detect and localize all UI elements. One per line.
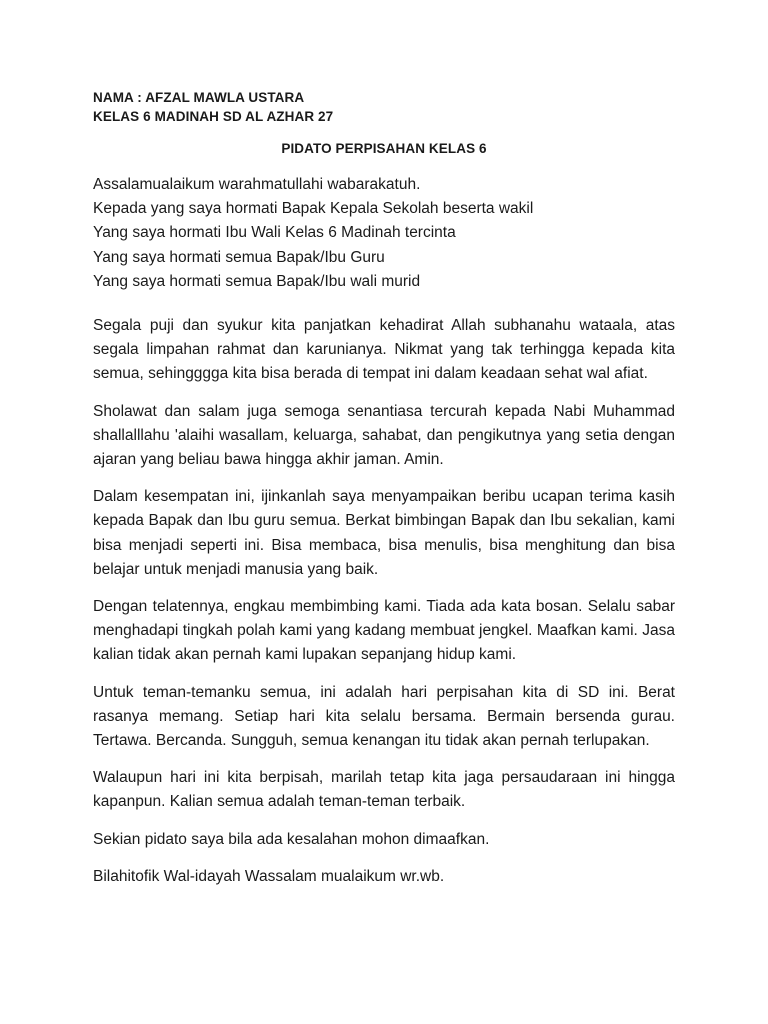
speech-title: PIDATO PERPISAHAN KELAS 6: [281, 141, 487, 156]
paragraph-thanks-teachers: Dalam kesempatan ini, ijinkanlah saya menyampaikan beribu ucapan terima kasih kepada Bapak dan Ibu guru semua. Berkat bimbingan Bapak dan Ibu sekalian, kami bisa menjadi seperti ini. Bisa membaca, bisa menulis, bisa menghitung dan bisa belajar untuk menjadi manusia yang baik.: [93, 488, 675, 578]
student-header: [93, 88, 333, 126]
greeting-line: Assalamualaikum warahmatullahi wabarakatuh.: [93, 176, 421, 193]
student-class: KELAS 6 MADINAH SD AL AZHAR 27: [93, 109, 334, 124]
paragraph-sholawat: Sholawat dan salam juga semoga senantiasa tercurah kepada Nabi Muhammad shallalllahu 'alaihi wasallam, keluarga, sahabat, dan pengikutnya yang setia dengan ajaran yang beliau bawa hingga akhir jaman. Amin.: [93, 402, 675, 469]
greeting-line: Yang saya hormati semua Bapak/Ibu Guru: [93, 248, 385, 266]
paragraph-opening-praise: Segala puji dan syukur kita panjatkan kehadirat Allah subhanahu wataala, atas segala limpahan rahmat dan karunianya. Nikmat yang tak terhingga kepada kita semua, sehingggga kita bisa berada di tempat ini dalam keadaan sehat wal afiat.: [93, 317, 675, 383]
paragraph-friends: Untuk teman-temanku semua, ini adalah hari perpisahan kita di SD ini. Berat rasanya memang. Setiap hari kita selalu bersama. Bermain bersenda gurau. Tertawa. Bercanda. Sungguh, semua kenangan itu tidak akan pernah terlupakan.: [93, 683, 675, 750]
speech-body: [93, 314, 675, 902]
paragraph-salam: Bilahitofik Wal-idayah Wassalam mualaikum wr.wb.: [93, 867, 445, 885]
greeting-line: Yang saya hormati semua Bapak/Ibu wali murid: [93, 272, 421, 290]
greetings-block: [93, 173, 533, 294]
student-name: NAMA : AFZAL MAWLA USTARA: [93, 90, 305, 105]
greeting-line: Kepada yang saya hormati Bapak Kepala Sekolah beserta wakil: [93, 200, 534, 218]
greeting-line: Yang saya hormati Ibu Wali Kelas 6 Madinah tercinta: [93, 224, 456, 242]
paragraph-brotherhood: Walaupun hari ini kita berpisah, marilah tetap kita jaga persaudaraan ini hingga kapanpun. Kalian semua adalah teman-teman terbaik.: [93, 769, 675, 811]
paragraph-closing: Sekian pidato saya bila ada kesalahan mohon dimaafkan.: [93, 830, 490, 848]
paragraph-patience: Dengan telatennya, engkau membimbing kami. Tiada ada kata bosan. Selalu sabar menghadapi tingkah polah kami yang kadang membuat jengkel. Maafkan kami. Jasa kalian tidak akan pernah kami lupakan sepanjang hidup kami.: [93, 598, 675, 664]
